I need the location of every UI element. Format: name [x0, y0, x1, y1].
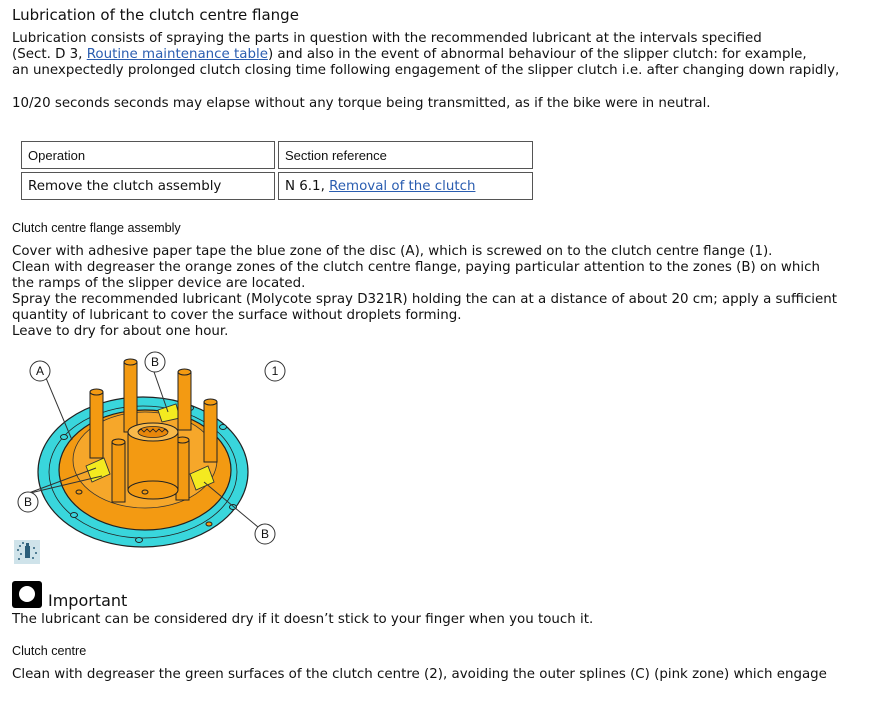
page-title: Lubrication of the clutch centre flange: [12, 6, 299, 24]
intro-line-3: an unexpectedly prolonged clutch closing time following engagement of the slipper clutch i.e. after changing down rapidly,: [12, 63, 840, 78]
removal-of-clutch-link[interactable]: Removal of the clutch: [329, 178, 476, 194]
callout-1: 1: [271, 364, 279, 378]
assembly-line-3: the ramps of the slipper device are located.: [12, 276, 306, 291]
callout-a: A: [35, 364, 45, 378]
callout-b-right: B: [260, 527, 270, 541]
table-header-row: [21, 141, 533, 169]
assembly-line-2: Clean with degreaser the orange zones of the clutch centre flange, paying particular attention to the zones (B) on which: [12, 260, 820, 275]
callout-b-left: B: [23, 495, 33, 509]
intro-line-2-post: ) and also in the event of abnormal behaviour of the slipper clutch: for example,: [267, 47, 807, 62]
routine-maintenance-link[interactable]: Routine maintenance table: [86, 47, 268, 62]
intro-line-2: [12, 47, 807, 63]
important-text: The lubricant can be considered dry if it doesn’t stick to your finger when you touch it.: [12, 612, 594, 627]
assembly-line-5: quantity of lubricant to cover the surface without droplets forming.: [12, 308, 462, 323]
ref-prefix: N 6.1,: [285, 178, 330, 194]
cell-section-reference: [278, 172, 533, 200]
intro-line-1: Lubrication consists of spraying the parts in question with the recommended lubricant at the intervals specified: [12, 31, 762, 46]
cell-operation: Remove the clutch assembly: [21, 172, 275, 200]
operations-table: [18, 138, 536, 203]
clutch-flange-illustration: [0, 340, 300, 555]
header-operation: Operation: [21, 141, 275, 169]
clutch-centre-heading: Clutch centre: [12, 644, 87, 658]
assembly-line-6: Leave to dry for about one hour.: [12, 324, 229, 339]
callout-b-top: B: [150, 355, 160, 369]
assembly-line-1: Cover with adhesive paper tape the blue zone of the disc (A), which is screwed on to the clutch centre flange (1).: [12, 244, 773, 259]
important-icon: [12, 581, 42, 608]
clutch-centre-text: Clean with degreaser the green surfaces of the clutch centre (2), avoiding the outer splines (C) (pink zone) which engage: [12, 667, 827, 682]
intro-line-4: 10/20 seconds seconds may elapse without any torque being transmitted, as if the bike were in neutral.: [12, 96, 711, 111]
splined-hub: [128, 423, 178, 499]
intro-line-2-pre: (Sect. D 3,: [12, 47, 87, 62]
table-row: [21, 172, 533, 200]
important-title: Important: [48, 591, 128, 610]
spray-lubricant-icon: [14, 540, 40, 564]
header-section-reference: Section reference: [278, 141, 533, 169]
assembly-line-4: Spray the recommended lubricant (Molycote spray D321R) holding the can at a distance of about 20 cm; apply a sufficient: [12, 292, 838, 307]
assembly-heading: Clutch centre flange assembly: [12, 221, 181, 235]
